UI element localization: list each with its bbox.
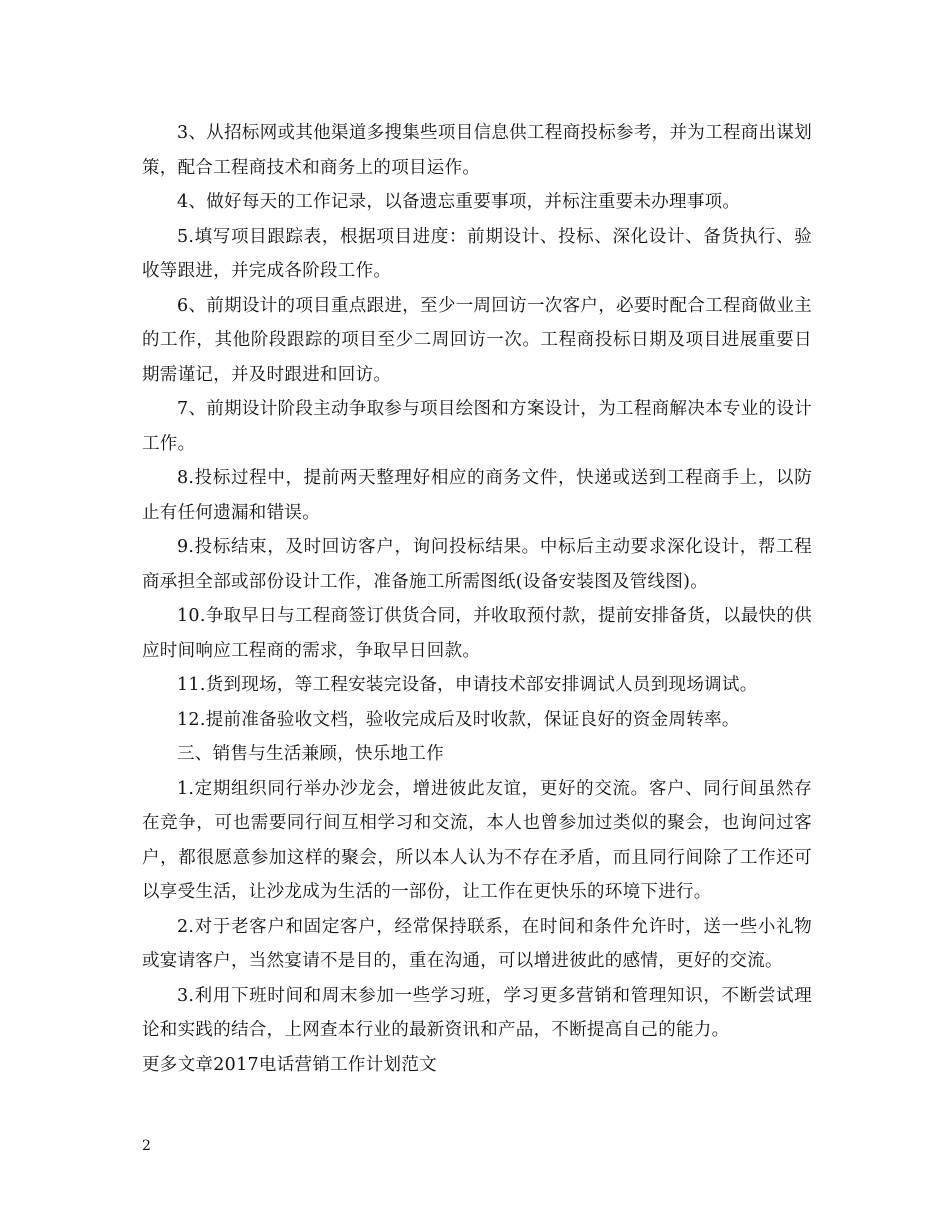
paragraph-item-8: 8.投标过程中，提前两天整理好相应的商务文件，快递或送到工程商手上，以防止有任何遗漏和错误。 [142,468,812,523]
paragraph-item-5: 5.填写项目跟踪表，根据项目进度：前期设计、投标、深化设计、备货执行、验收等跟进，并完成各阶段工作。 [142,226,812,281]
page-number: 2 [142,1138,151,1154]
paragraph-item-11: 11.货到现场，等工程安装完设备，申请技术部安排调试人员到现场调试。 [177,675,758,695]
document-body [142,116,812,1082]
paragraph-item-9: 9.投标结束，及时回访客户，询问投标结果。中标后主动要求深化设计，帮工程商承担全部或部份设计工作，准备施工所需图纸(设备安装图及管线图)。 [142,537,812,592]
paragraph-item-3: 3、从招标网或其他渠道多搜集些项目信息供工程商投标参考，并为工程商出谋划策，配合工程商技术和商务上的项目运作。 [142,123,812,178]
paragraph-item-6: 6、前期设计的项目重点跟进，至少一周回访一次客户，必要时配合工程商做业主的工作，其他阶段跟踪的项目至少二周回访一次。工程商投标日期及项目进展重要日期需谨记，并及时跟进和回访。 [142,295,812,385]
paragraph-item-s1: 1.定期组织同行举办沙龙会，增进彼此友谊，更好的交流。客户、同行间虽然存在竞争，可也需要同行间互相学习和交流，本人也曾参加过类似的聚会，也询问过客户，都很愿意参加这样的聚会，所以本人认为不存在矛盾，而且同行间除了工作还可以享受生活，让沙龙成为生活的一部份，让工作在更快乐的环境下进行。 [142,778,812,902]
paragraph-item-s3: 3.利用下班时间和周末参加一些学习班，学习更多营销和管理知识，不断尝试理论和实践的结合，上网查本行业的最新资讯和产品，不断提高自己的能力。 [142,985,812,1040]
section-heading: 三、销售与生活兼顾，快乐地工作 [177,744,444,764]
more-articles-link[interactable]: 更多文章2017电话营销工作计划范文 [142,1054,437,1075]
paragraph-item-12: 12.提前准备验收文档，验收完成后及时收款，保证良好的资金周转率。 [177,709,740,730]
paragraph-item-4: 4、做好每天的工作记录，以备遗忘重要事项，并标注重要未办理事项。 [177,192,741,212]
paragraph-item-s2: 2.对于老客户和固定客户，经常保持联系，在时间和条件允许时，送一些小礼物或宴请客户，当然宴请不是目的，重在沟通，可以增进彼此的感情，更好的交流。 [142,916,812,971]
paragraph-item-7: 7、前期设计阶段主动争取参与项目绘图和方案设计，为工程商解决本专业的设计工作。 [142,399,812,454]
paragraph-item-10: 10.争取早日与工程商签订供货合同，并收取预付款，提前安排备货，以最快的供应时间响应工程商的需求，争取早日回款。 [142,606,812,661]
